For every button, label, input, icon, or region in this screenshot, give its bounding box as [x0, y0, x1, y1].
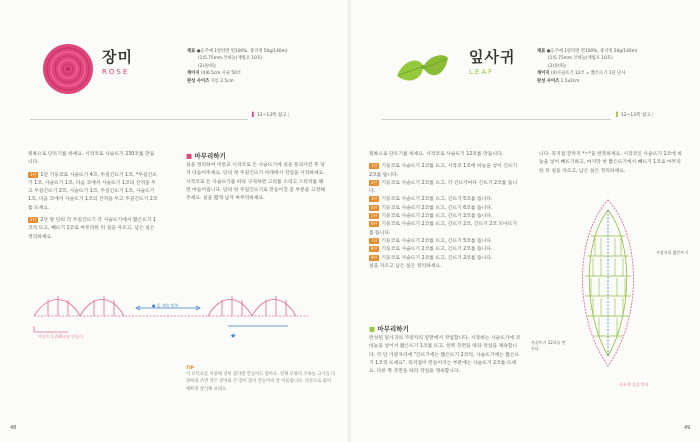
- row-instruction: 3단 기둥코로 사슬뜨기 2코를 뜨고, 긴뜨기 5코를 뜹니다.: [371, 196, 493, 203]
- tip-text: 이 모티프를 이용해 장미 꽃다발 만들어도 좋아요. 전체 모양의 코바늘 크기를 다양하게 쓰면 작은 장미와 큰 장미 꽃이 만들어져 잘 어울립니다. 리본으로 묶어 예쁘게 장식해 보세요.: [186, 372, 336, 392]
- spec-block: [537, 48, 687, 85]
- instructions-col1: 원륙으로 단트기를 하세요. 시작코로 사슬뜨기 12코를 만듭니다. 1단 기둥코로 사슬뜨기 2코를 뜨고, 시작코 1코에 바늘을 넣어 긴뜨기 2코를 뜹니다. 2단 기둥코로 사슬뜨기 2코를 뜨고, 각 긴뜨기마다 긴뜨기 2코를 뜹니다. 3단 기둥코로 사슬뜨기 2코를 뜨고, 긴뜨기 5코를 뜹니다. 4단 기둥코로 사슬뜨기 2코를 뜨고, 긴뜨기 6코를 뜹니다. 5단 기둥코로 사슬뜨기 2코를 뜨고, 긴뜨기 2코를 뜹니다. 6단 기둥코로 사슬뜨기 2코를 뜨고, 긴뜨기 2코, 긴뜨기 2코 모아뜨기를 뜹니다. 7단 기둥코로 사슬뜨기 2코를 뜨고, 긴뜨기 5코를 뜹니다. 8단 기둥코로 사슬뜨기 2코를 뜨고, 긴뜨기 2코를 뜹니다. 9단 기둥코로 사슬뜨기 2코를 뜨고, 긴뜨기 2코를 뜹니다. 실을 자르고 남은 실은 정리하세요.: [369, 151, 521, 271]
- tip-box: [186, 366, 336, 393]
- finishing-heading: ■ 마무리하기: [186, 152, 226, 160]
- finishing-section: [186, 151, 326, 203]
- page-number: 48: [10, 425, 17, 431]
- spec-row: 재료 ●옹쿠애 1항라면 면100%, 중지정 50g/140m): [187, 49, 288, 54]
- row-instruction: 1단 기둥코로 사슬뜨기 2코를 뜨고, 시작코 1코에 바늘을 넣어 긴뜨기 2코를 뜹니다.: [369, 163, 518, 178]
- page-title: 잎사귀: [469, 48, 516, 66]
- finishing-text: 완성된 잎사귀의 가장자리 잎면에서 작업합니다. 시작하는 사슬뜨기에 코바늘을 넣어서 짧은뜨기 1코를 뜨고, 한쪽 측면을 따라 작업을 계속합니다. 각 단 가장자리에 "긴뜨기에는 짧은뜨기 2코씩, 사슬뜨기에는 짧은뜨기 1코씩 뜨세요". 꼭지점이 만들어지는 부분에는 사슬뜨기 2코를 뜨세요. 다른 쪽 측면을 따라 작업을 계속합니다.: [369, 336, 521, 375]
- row-tag-1: 1단: [30, 171, 37, 177]
- spec-row: 재료 ●옹쿠애 1항라면 면100%, 중지정 50g/140m): [537, 49, 638, 54]
- spec-row: 게이지 (4)6.5cm 사슬 50코: [187, 71, 241, 77]
- finishing-heading: ■ 마무리하기: [369, 325, 409, 333]
- page-subtitle: LEAF: [469, 68, 495, 76]
- divider: [30, 119, 248, 120]
- diagram-start-label: 사슬뜨기 12코를 만든다: [531, 340, 566, 351]
- divider: [381, 119, 611, 120]
- spec-block: [187, 48, 337, 85]
- reference-tag: ▌ 12~13쪽 참고 |: [616, 113, 654, 118]
- row-instruction: 4단 기둥코로 사슬뜨기 2코를 뜨고, 긴뜨기 6코를 뜹니다.: [371, 204, 493, 211]
- closing-text: 실을 자르고 남은 실은 정리하세요.: [369, 263, 442, 269]
- leaf-icon: [393, 52, 451, 92]
- diagram-yarn-label: 초록색 실을 만다: [619, 382, 649, 387]
- diagram-edge-label: 가장자리 짧은뜨기: [656, 250, 689, 255]
- spec-row: (1)5.75mm 코바늘(재법포 10호): [548, 56, 613, 62]
- diagram-repeat-label: ● 돌 계속 반복: [152, 303, 179, 308]
- spec-row: (2)돗바늘: [548, 63, 567, 69]
- instructions-col2: 니다. 꼭지점 끝까지 *~*을 반복하세요. 시작코인 사슬뜨기 1코에 바늘을 넣어 빼뜨기하고, 마지막 첫 짧은뜨기에서 빼뜨기 1코로 마무리한 뒤 실을 자르고, 남은 실은 정리하세요.: [539, 152, 682, 174]
- row-tag-2: 2단: [30, 217, 37, 223]
- page-number: 49: [684, 425, 691, 431]
- spec-row: 게이지 (4)사슬뜨기 12코 = 짧은뜨기 1단 단사: [537, 71, 626, 77]
- left-page: [0, 0, 349, 442]
- spec-row: 완성 사이즈 지름 2.5cm: [187, 78, 234, 84]
- diagram-start-label: 마들뜨기 230코를 만들어: [38, 334, 83, 339]
- tip-heading: TIP: [186, 366, 195, 371]
- row-instruction: 9단 기둥코로 사슬뜨기 2코를 뜨고, 긴뜨기 2코를 뜹니다.: [371, 254, 493, 261]
- row-instruction: 6단 기둥코로 사슬뜨기 2코를 뜨고, 긴뜨기 2코, 긴뜨기 2코 모아뜨기를 뜹니다.: [369, 221, 518, 236]
- rose-chart-diagram: [28, 286, 318, 350]
- spec-row: 완성 사이즈 1.5x2cm: [537, 78, 580, 84]
- row-instruction: 8단 기둥코로 사슬뜨기 2코를 뜨고, 긴뜨기 2코를 뜹니다.: [371, 246, 493, 253]
- star-marker: ★: [230, 332, 237, 340]
- spec-row: (1)5.75mm 코바늘(재법포 10호): [198, 56, 263, 62]
- instructions-col1: 원륙으로 단트기를 하세요. 시작코로 사슬뜨기 230코를 만듭니다. 1단 1단 기둥코로 사슬뜨기 4코, 두길긴뜨기 1코, *두길긴뜨기 1코, 사슬뜨기 1코, 다음 코에서 사슬뜨기 1코의 간격을 두고 두길긴뜨기 2코, 사슬뜨기 1코, 두길긴뜨기 1코, 사슬뜨기 1코, 다음 코에서 사슬뜨기 1코의 간격을 두고 두길긴뜨기 2코를 뜨세요. 2단 2단 말 단의 각 두길긴뜨기 각 사슬뜨기에서 짧은뜨기 1코씩 뜨고, 빼뜨기 1코로 마무리한 뒤 실을 자르고, 남은 실은 정리하세요.: [28, 152, 158, 240]
- page-subtitle: ROSE: [102, 68, 130, 76]
- finishing-text: 실을 정리하여 미통교 시작코로 돈 사슬뜨기에 실을 통과시킨 후 당겨 다듬어주세요. 단의 첫 두길긴뜨기 아래에서 작업을 시작하세요. 시작코로 돈 사슬뜨기를 따라 구직하면 고리를 소리고 스티치를 꿰면 마들어집니다. 단의 한 두길긴뜨기로 만들어진 꽃 부분을 고정해 주세요. 실을 짧게 남겨 마무리하세요.: [186, 163, 325, 202]
- leaf-chart-diagram: [563, 196, 653, 376]
- page-title: 장미: [102, 48, 133, 66]
- rose-icon: [42, 43, 94, 95]
- row-instruction: 5단 기둥코로 사슬뜨기 2코를 뜨고, 긴뜨기 2코를 뜹니다.: [371, 213, 493, 220]
- row-instruction: 2단 기둥코로 사슬뜨기 2코를 뜨고, 각 긴뜨기마다 긴뜨기 2코를 뜹니다.: [369, 179, 518, 195]
- spec-row: (2)돗바늘: [198, 63, 217, 69]
- reference-tag: ▌ 12~13쪽 참고 |: [252, 113, 290, 118]
- row-instruction: 7단 기둥코로 사슬뜨기 2코를 뜨고, 긴뜨기 5코를 뜹니다.: [371, 237, 493, 244]
- finishing-section: [369, 324, 521, 376]
- right-page: [351, 0, 700, 442]
